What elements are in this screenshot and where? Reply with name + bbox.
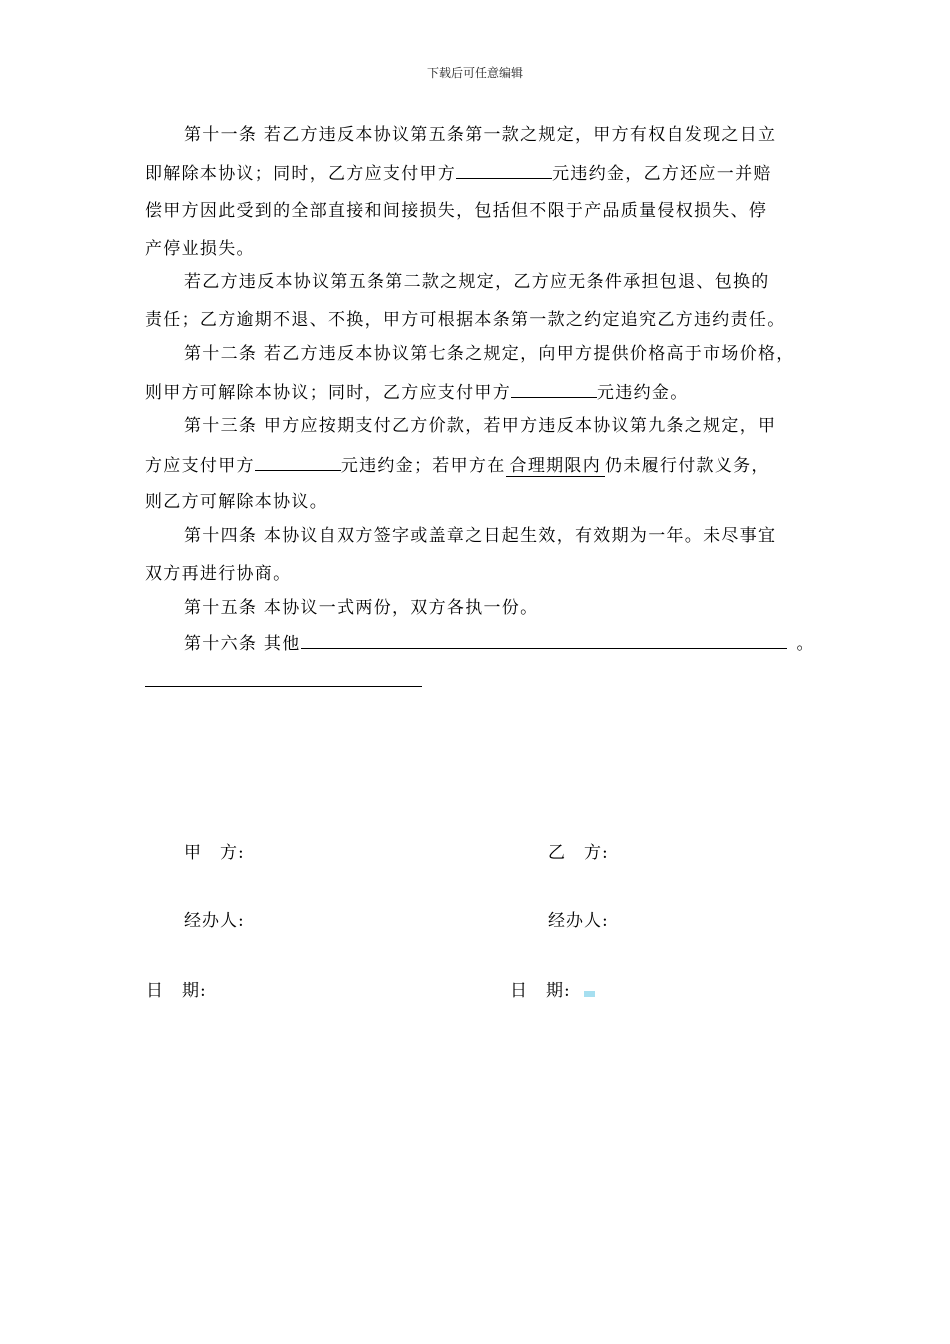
clause-12-text-b: 元违约金。 bbox=[597, 383, 689, 403]
clause-16-text-a: 第十六条 其他 bbox=[184, 634, 301, 654]
date-a-label: 日 期: bbox=[146, 981, 207, 1001]
clause-13-line-2 bbox=[145, 454, 815, 477]
clause-12-line-1: 第十二条 若乙方违反本协议第七条之规定，向甲方提供价格高于市场价格， bbox=[184, 344, 795, 364]
agent-a-label: 经办人: bbox=[184, 911, 245, 931]
clause-13-text-b: 元违约金；若甲方在 bbox=[340, 456, 506, 476]
clause-15-line-1: 第十五条 本协议一式两份，双方各执一份。 bbox=[184, 598, 539, 618]
clause-16-period: 。 bbox=[796, 634, 815, 654]
clause-13-line-1: 第十三条 甲方应按期支付乙方价款，若甲方违反本协议第九条之规定，甲 bbox=[184, 416, 777, 436]
page-header-note: 下载后可任意编辑 bbox=[426, 66, 523, 80]
clause-11-text-a: 即解除本协议；同时，乙方应支付甲方 bbox=[145, 164, 457, 184]
payment-period-underlined: 合理期限内 bbox=[506, 456, 606, 477]
clause-14-line-1: 第十四条 本协议自双方签字或盖章之日起生效，有效期为一年。未尽事宜 bbox=[184, 526, 777, 546]
party-b-label: 乙 方: bbox=[548, 843, 609, 863]
clause-13-text-d: 仍未履行付款义务， bbox=[605, 456, 770, 476]
other-terms-continuation-line[interactable] bbox=[145, 686, 422, 687]
date-b-label: 日 期: bbox=[510, 981, 571, 1001]
clause-12-text-a: 则甲方可解除本协议；同时，乙方应支付甲方 bbox=[145, 383, 511, 403]
clause-11-line-6: 责任；乙方逾期不退、不换，甲方可根据本条第一款之约定追究乙方违约责任。 bbox=[145, 310, 786, 330]
clause-13-text-a: 方应支付甲方 bbox=[145, 456, 255, 476]
party-a-label: 甲 方: bbox=[184, 843, 245, 863]
clause-11-line-4: 产停业损失。 bbox=[145, 239, 255, 259]
other-terms-blank[interactable] bbox=[301, 632, 787, 649]
agent-b-label: 经办人: bbox=[548, 911, 609, 931]
clause-11-line-2 bbox=[145, 162, 815, 185]
cursor-highlight-mark bbox=[584, 991, 595, 997]
clause-13-line-3: 则乙方可解除本协议。 bbox=[145, 492, 328, 512]
clause-11-text-b: 元违约金，乙方还应一并赔 bbox=[552, 164, 772, 184]
clause-11-line-5: 若乙方违反本协议第五条第二款之规定，乙方应无条件承担包退、包换的 bbox=[184, 272, 770, 292]
clause-16-line-1 bbox=[184, 632, 815, 655]
clause-12-line-2 bbox=[145, 381, 815, 404]
penalty-amount-blank-3[interactable] bbox=[255, 454, 341, 471]
clause-11-line-1: 第十一条 若乙方违反本协议第五条第一款之规定，甲方有权自发现之日立 bbox=[184, 125, 777, 145]
clause-14-line-2: 双方再进行协商。 bbox=[145, 564, 292, 584]
clause-11-line-3: 偿甲方因此受到的全部直接和间接损失，包括但不限于产品质量侵权损失、停 bbox=[145, 201, 768, 221]
penalty-amount-blank-2[interactable] bbox=[511, 381, 597, 398]
penalty-amount-blank-1[interactable] bbox=[456, 162, 552, 179]
